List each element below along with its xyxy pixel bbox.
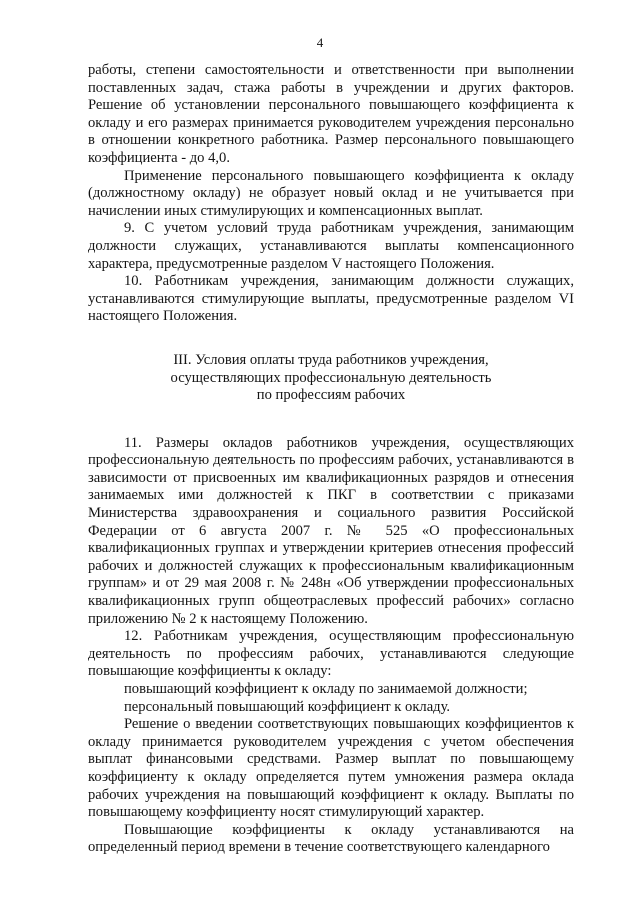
section-heading-line-3: по профессиям рабочих: [256, 387, 406, 404]
paragraph-item-12: 12. Работникам учреждения, осуществляющим профессиональную деятельность по профессиям рабочих, устанавливаются следующие повышающие коэффициенты к окладу:: [88, 628, 574, 680]
list-item-personal-coefficient: персональный повышающий коэффициент к окладу.: [124, 698, 451, 715]
page-number: 4: [316, 35, 324, 50]
section-spacer: [88, 326, 574, 352]
section-heading: [88, 352, 574, 405]
paragraph-continuation: работы, степени самостоятельности и ответственности при выполнении поставленных задач, стажа работы в учреждении и других факторов. Решение об установлении персонального повышающего коэффициента к окладу и его размерах принимается руководителем учреждения персонально в отношении конкретного работника. Размер персонального повышающего коэффициента - до 4,0.: [88, 62, 574, 166]
paragraph-item-10: 10. Работникам учреждения, занимающим должности служащих, устанавливаются стимулирующие выплаты, предусмотренные разделом VI настоящего Положения.: [88, 273, 574, 325]
list-item-position-coefficient: повышающий коэффициент к окладу по занимаемой должности;: [124, 681, 528, 697]
paragraph-item-11: 11. Размеры окладов работников учреждения, осуществляющих профессиональную деятельность по профессиям рабочих, устанавливаются в зависимости от присвоенных им квалификационных разрядов и отнесения занимаемых ими должностей к ПКГ в соответствии с приказами Министерства здравоохранения и социального развития Российской Федерации от 6 августа 2007 г. № 525 «О профессиональных квалификационных группах и утверждении критериев отнесения профессий рабочих и должностей служащих к профессиональным квалификационным группам» и от 29 мая 2008 г. № 248н «Об утверждении профессиональных квалификационных групп общеотраслевых профессий рабочих» согласно приложению № 2 к настоящему Положению.: [88, 434, 574, 627]
section-spacer: [88, 405, 574, 435]
paragraph-decision: Решение о введении соответствующих повышающих коэффициентов к окладу принимается руководителем учреждения с учетом обеспечения выплат финансовыми средствами. Размер выплат по повышающему коэффициенту к окладу определяется путем умножения размера оклада рабочих учреждения на повышающий коэффициент к окладу. Выплаты по повышающему коэффициенту носят стимулирующий характер.: [88, 716, 574, 821]
paragraph-item-9: 9. С учетом условий труда работникам учреждения, занимающим должности служащих, устанавливаются выплаты компенсационного характера, предусмотренные разделом V настоящего Положения.: [88, 220, 574, 272]
paragraph-coefficient-note: Применение персонального повышающего коэффициента к окладу (должностному окладу) не образует новый оклад и не учитывается при начислении иных стимулирующих и компенсационных выплат.: [88, 167, 574, 219]
paragraph-period: Повышающие коэффициенты к окладу устанавливаются на определенный период времени в течение соответствующего календарного: [88, 821, 574, 856]
section-heading-line-2: осуществляющих профессиональную деятельность: [170, 369, 492, 386]
document-body: [88, 62, 574, 857]
section-heading-line-1: III. Условия оплаты труда работников учреждения,: [173, 351, 489, 368]
